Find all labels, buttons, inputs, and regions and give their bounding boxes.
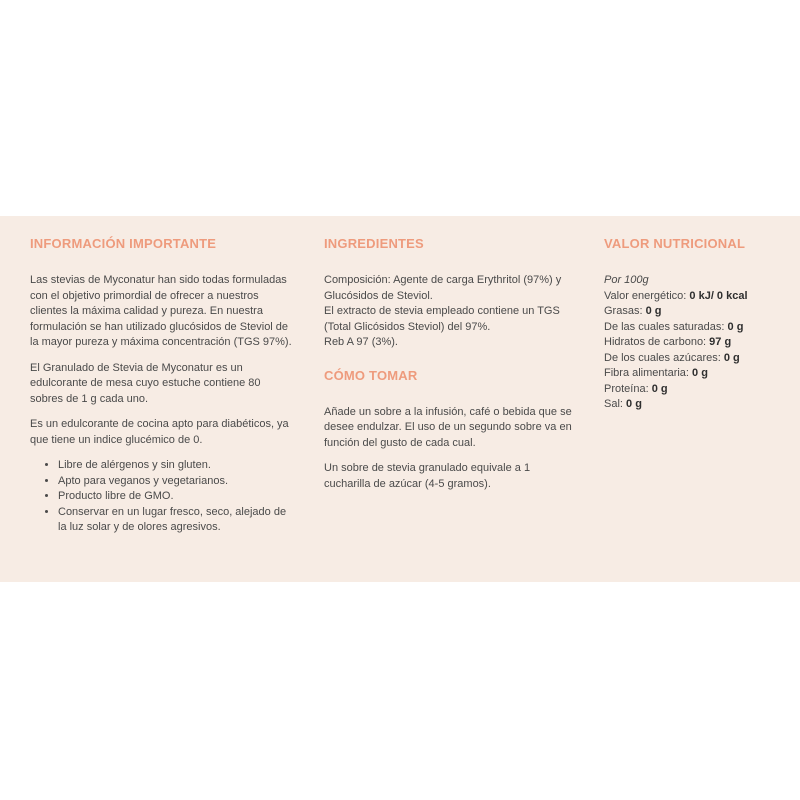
nutrition-row-saturated: De las cuales saturadas: 0 g — [604, 320, 744, 333]
ingredients-column — [324, 236, 574, 492]
list-item: • Producto libre de GMO. — [58, 489, 296, 505]
nutrition-row-carbs: Hidratos de carbono: 97 g — [604, 336, 732, 348]
list-item: • Conservar en un lugar fresco, seco, alejado de la luz solar y de olores agresivos. — [58, 505, 296, 536]
info-paragraph-3: Es un edulcorante de cocina apto para diabéticos, ya que tiene un indice glucémico de 0. — [30, 418, 289, 446]
ingredients-heading: INGREDIENTES — [324, 236, 424, 251]
info-paragraph-2: El Granulado de Stevia de Myconatur es un edulcorante de mesa cuyo estuche contiene 80 sobres de 1 g cada uno. — [30, 361, 261, 405]
howto-paragraph-1: Añade un sobre a la infusión, café o bebida que se desee endulzar. El uso de un segundo sobre va en función del gusto de cada cual. — [324, 405, 572, 449]
list-item: • Apto para veganos y vegetarianos. — [58, 474, 296, 490]
nutrition-row-salt: Sal: 0 g — [604, 398, 642, 410]
product-info-panel — [0, 216, 800, 582]
nutrition-row-sugars: De los cuales azúcares: 0 g — [604, 351, 740, 364]
list-item: • Libre de alérgenos y sin gluten. — [58, 458, 296, 474]
nutrition-row-fat: Grasas: 0 g — [604, 305, 662, 317]
nutrition-heading: VALOR NUTRICIONAL — [604, 236, 746, 251]
ingredients-paragraph-1: Composición: Agente de carga Erythritol (97%) y Glucósidos de Steviol. — [324, 274, 562, 302]
info-column — [30, 236, 296, 536]
nutrition-row-protein: Proteína: 0 g — [604, 382, 668, 395]
nutrition-row-fiber: Fibra alimentaria: 0 g — [604, 367, 708, 379]
info-paragraph-1: Las stevias de Myconatur han sido todas formuladas con el objetivo primordial de ofrecer a nuestros clientes la máxima calidad y pureza. En nuestra formulación se han utilizado glucósidos de Steviol de la mayor pureza y máxima concentración (TGS 97%). — [30, 274, 292, 348]
ingredients-paragraph-3: Reb A 97 (3%). — [324, 336, 398, 348]
nutrition-column — [604, 236, 790, 413]
info-heading: INFORMACIÓN IMPORTANTE — [30, 236, 217, 251]
howto-paragraph-2: Un sobre de stevia granulado equivale a 1 cucharilla de azúcar (4-5 gramos). — [324, 462, 531, 490]
nutrition-row-energy: Valor energético: 0 kJ/ 0 kcal — [604, 289, 748, 302]
howto-heading: CÓMO TOMAR — [324, 367, 418, 383]
info-bullet-list — [30, 458, 296, 536]
nutrition-per-100g: Por 100g — [604, 274, 649, 286]
ingredients-paragraph-2: El extracto de stevia empleado contiene un TGS (Total Glicósidos Steviol) del 97%. — [324, 305, 560, 333]
